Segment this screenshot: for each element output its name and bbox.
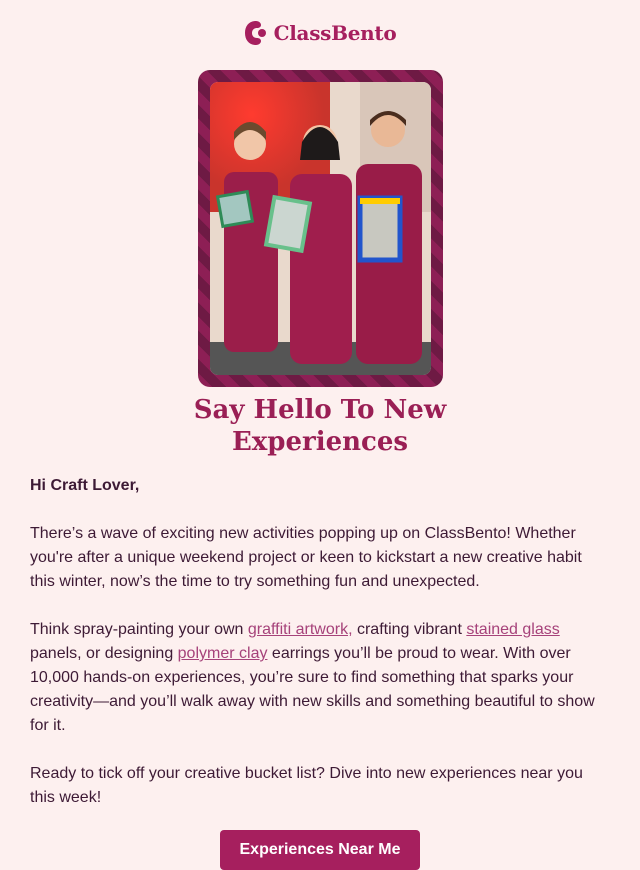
brand-name: ClassBento [273,21,397,45]
hero-photo [210,82,431,375]
greeting: Hi Craft Lover, [30,477,140,494]
email-body [30,474,610,834]
stained-glass-link[interactable]: stained glass [466,621,560,638]
activities-paragraph [30,618,610,738]
headline-line-2: Experiences [231,427,409,457]
hero-image-frame [198,70,443,387]
experiences-near-me-button[interactable]: Experiences Near Me [220,830,420,870]
headline [0,394,640,458]
intro-paragraph: There’s a wave of exciting new activities popping up on ClassBento! Whether you're after a unique weekend project or keen to kickstart a new creative habit this winter, now’s the time to try something fun and unexpected. [30,525,582,590]
classbento-logo-icon [244,20,268,46]
activities-text-1: Think spray-painting your own [30,621,248,638]
activities-text-3: panels, or designing [30,645,178,662]
activities-text-4: earrings you’ll be proud to wear. With over 10,000 hands-on experiences, you’re sure to find something that sparks your creativity—and you’ll walk away with new skills and something beautiful to show for it. [30,645,595,734]
graffiti-artwork-link[interactable]: graffiti artwork, [247,621,353,638]
closing-paragraph: Ready to tick off your creative bucket list? Dive into new experiences near you this week! [30,765,583,806]
polymer-clay-link[interactable]: polymer clay [177,645,268,662]
header-logo[interactable] [0,20,640,51]
activities-text-2: crafting vibrant [352,621,467,638]
headline-line-1: Say Hello To New [193,395,447,425]
